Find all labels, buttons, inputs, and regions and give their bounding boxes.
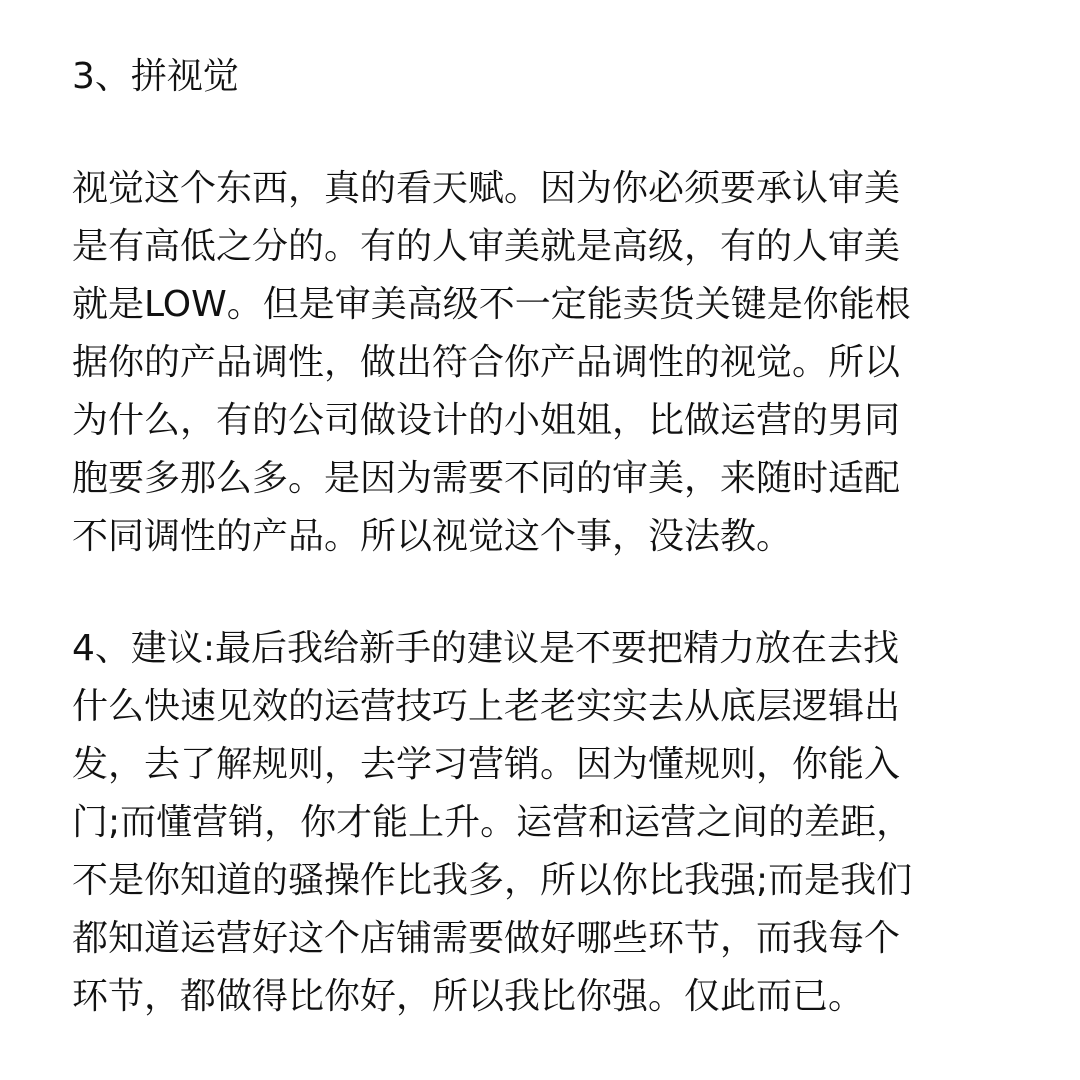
paragraph-line: 环节，都做得比你好，所以我比你强。仅此而已。 [72,976,865,1017]
section-3-paragraph [72,160,1012,566]
section-3-heading: 3、拼视觉 [72,56,239,97]
paragraph-line: 4、建议:最后我给新手的建议是不要把精力放在去找 [72,628,900,669]
paragraph-line: 不同调性的产品。所以视觉这个事，没法教。 [72,516,793,557]
paragraph-line: 就是LOW。但是审美高级不一定能卖货关键是你能根 [72,284,911,325]
section-4-paragraph [72,620,1012,1026]
paragraph-line: 胞要多那么多。是因为需要不同的审美，来随时适配 [72,458,901,499]
paragraph-line: 视觉这个东西，真的看天赋。因为你必须要承认审美 [72,168,901,209]
paragraph-line: 都知道运营好这个店铺需要做好哪些环节，而我每个 [72,918,901,959]
paragraph-line: 什么快速见效的运营技巧上老老实实去从底层逻辑出 [72,686,901,727]
paragraph-line: 据你的产品调性，做出符合你产品调性的视觉。所以 [72,342,901,383]
paragraph-line: 门;而懂营销，你才能上升。运营和运营之间的差距， [72,802,913,843]
paragraph-line: 为什么，有的公司做设计的小姐姐，比做运营的男同 [72,400,901,441]
paragraph-line: 是有高低之分的。有的人审美就是高级，有的人审美 [72,226,901,267]
paragraph-line: 不是你知道的骚操作比我多，所以你比我强;而是我们 [72,860,913,901]
paragraph-line: 发，去了解规则，去学习营销。因为懂规则，你能入 [72,744,901,785]
